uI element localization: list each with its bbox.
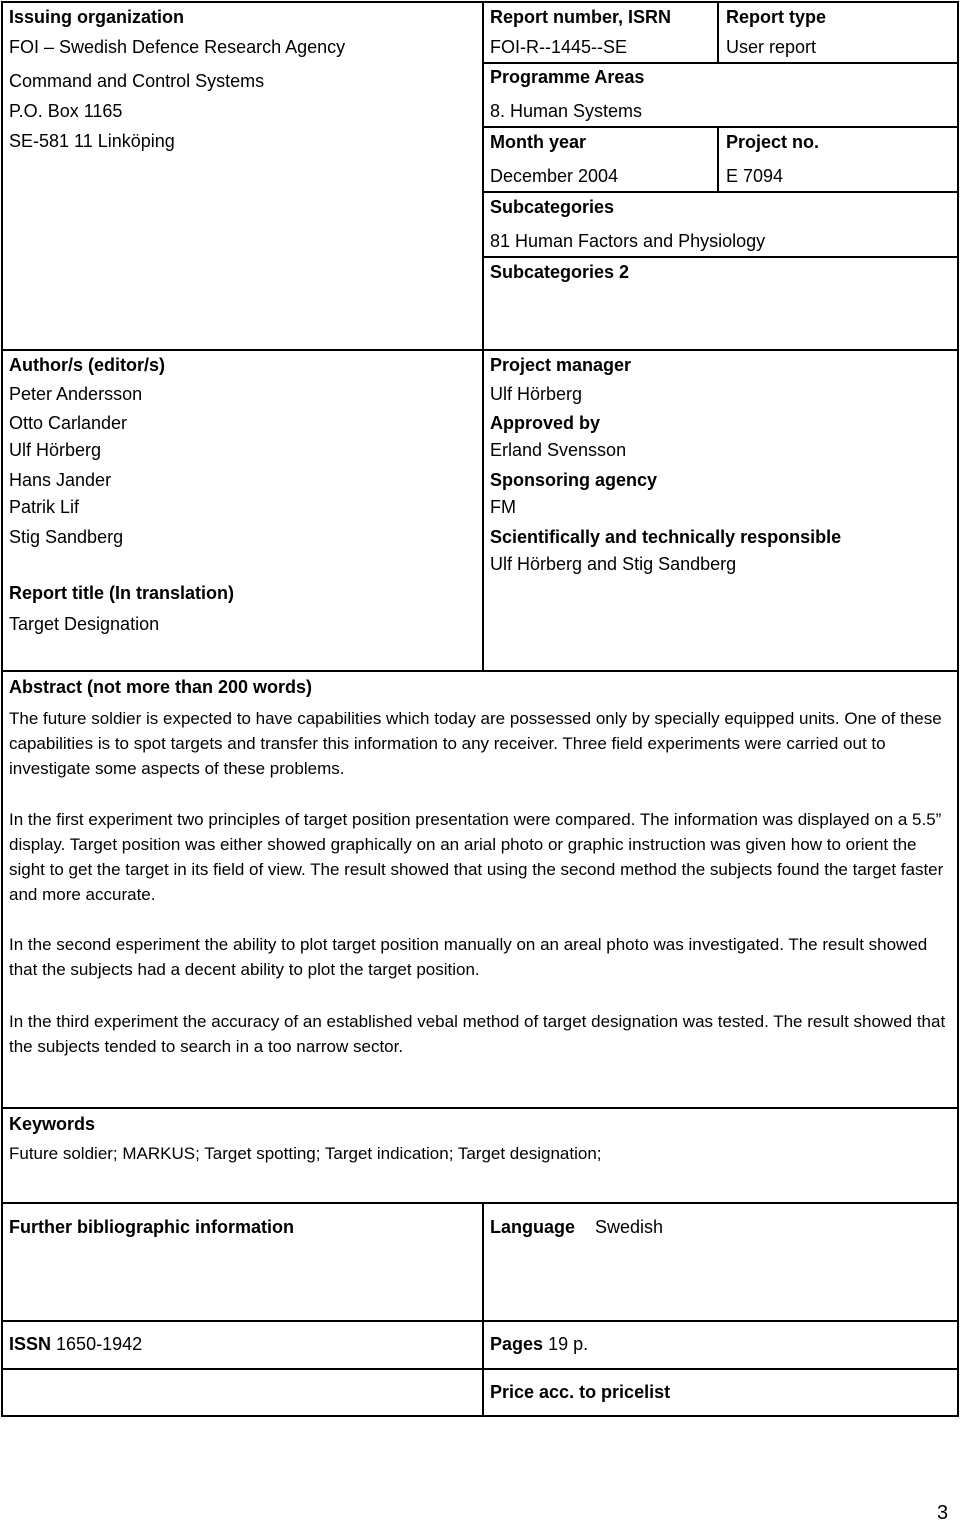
subcategories-label: Subcategories [490,197,615,217]
divider-vertical-upper [482,1,484,671]
project-manager-label: Project manager [490,355,632,375]
border-bottom [1,1415,959,1417]
report-number-value: FOI-R--1445--SE [490,37,628,57]
pages-value: 19 p. [548,1334,589,1354]
report-title-label: Report title (In translation) [9,583,234,603]
responsible-label: Scientifically and technically responsible [490,527,842,547]
author-name: Hans Jander [9,470,112,490]
language-field [490,1217,663,1238]
divider-keywords-top [1,1107,959,1109]
divider-vertical-project-no [717,126,719,192]
abstract-paragraph-3: In the second esperiment the ability to plot target position manually on an areal photo was investigated. The result showed that the subjects had a decent ability to plot the target position. [9,935,928,979]
project-manager-value: Ulf Hörberg [490,384,583,404]
divider-abstract-top [1,670,959,672]
approved-by-value: Erland Svensson [490,440,627,460]
subcategories-value: 81 Human Factors and Physiology [490,231,766,251]
sponsoring-agency-value: FM [490,497,516,517]
issuing-org-line-4: SE-581 11 Linköping [9,131,175,151]
divider-month-year-top [482,126,959,128]
keywords-label: Keywords [9,1114,96,1134]
border-left [1,1,3,1417]
authors-label: Author/s (editor/s) [9,355,165,375]
issuing-org-label: Issuing organization [9,7,185,27]
divider-report-type [717,62,959,64]
abstract-paragraph-1: The future soldier is expected to have capabilities which today are possessed only by specially equipped units. One of these capabilities is to spot targets and transfer this information to any receiver. Three field experiments were carried out to investigate some aspects of these problems. [9,709,942,778]
abstract-paragraph-4: In the third experiment the accuracy of an established vebal method of target designation was tested. The result showed that the subjects tended to search in a too narrow sector. [9,1012,946,1056]
author-name: Patrik Lif [9,497,80,517]
abstract-paragraph-2: In the first experiment two principles of target position presentation were compared. The information was displayed on a 5.5” display. Target position was either showed graphically on an arial photo or graphic instruction was given how to orient the sight to get the target in its field of view. The result showed that using the second method the subjects found the target faster and more accurate. [9,810,944,904]
pages-label: Pages [490,1334,544,1354]
divider-authors-top [1,349,959,351]
month-year-value: December 2004 [490,166,619,186]
pages-field [490,1334,588,1355]
author-name: Ulf Hörberg [9,440,102,460]
author-name: Stig Sandberg [9,527,124,547]
border-right [957,1,959,1417]
issn-value: 1650-1942 [56,1334,143,1354]
language-label: Language [490,1217,576,1237]
border-top [1,1,959,3]
language-value: Swedish [595,1217,664,1237]
project-no-label: Project no. [726,132,820,152]
month-year-label: Month year [490,132,587,152]
divider-subcategories-top [482,191,959,193]
divider-vertical-language [482,1203,484,1416]
report-number-label: Report number, ISRN [490,7,672,27]
author-name: Otto Carlander [9,413,128,433]
report-type-label: Report type [726,7,827,27]
programme-areas-value: 8. Human Systems [490,101,643,121]
divider-programme-top [482,62,719,64]
page-number: 3 [937,1502,949,1524]
divider-vertical-report-type [717,1,719,63]
project-no-value: E 7094 [726,166,784,186]
responsible-value: Ulf Hörberg and Stig Sandberg [490,554,737,574]
divider-price-top [1,1368,959,1370]
divider-further-top [1,1202,959,1204]
issuing-org-line-2: Command and Control Systems [9,71,265,91]
issn-field [9,1334,142,1355]
abstract-label: Abstract (not more than 200 words) [9,677,313,697]
further-info-label: Further bibliographic information [9,1217,294,1237]
divider-subcategories2-top [482,256,959,258]
subcategories2-label: Subcategories 2 [490,262,630,282]
divider-issn-top [1,1320,959,1322]
issuing-org-line-3: P.O. Box 1165 [9,101,123,121]
approved-by-label: Approved by [490,413,601,433]
author-name: Peter Andersson [9,384,143,404]
report-title-value: Target Designation [9,614,160,634]
price-label: Price acc. to pricelist [490,1382,671,1402]
issn-label: ISSN [9,1334,52,1354]
issuing-org-line-1: FOI – Swedish Defence Research Agency [9,37,346,57]
sponsoring-agency-label: Sponsoring agency [490,470,658,490]
report-type-value: User report [726,37,817,57]
keywords-value: Future soldier; MARKUS; Target spotting; Target indication; Target designation; [9,1144,602,1163]
programme-areas-label: Programme Areas [490,67,645,87]
